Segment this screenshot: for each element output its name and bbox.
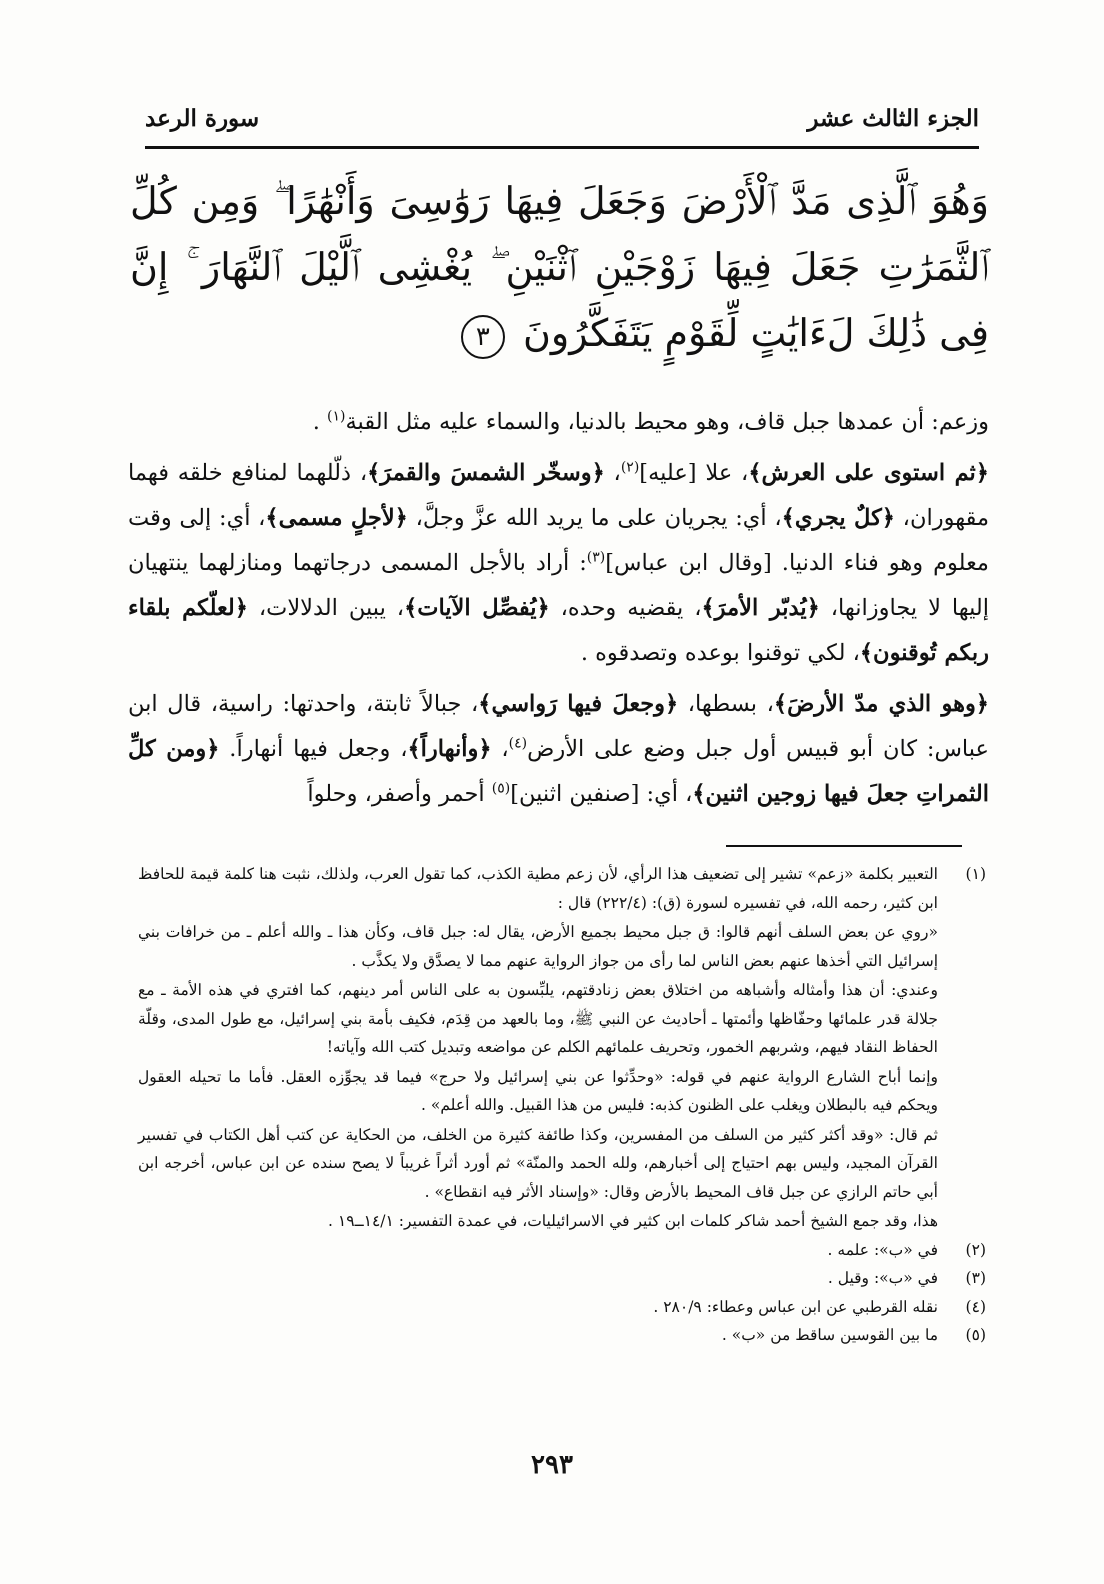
commentary-body xyxy=(128,400,989,817)
quoted-phrase: ﴿لأجلٍ مسمى﴾ xyxy=(265,505,408,531)
footnote-number: (١) xyxy=(965,865,986,883)
footnote-ref-2: (٢) xyxy=(620,459,640,476)
footnote-number: (٢) xyxy=(965,1240,986,1259)
footnote-number: (٥) xyxy=(965,1326,986,1344)
footnote-ref-5: (٥) xyxy=(491,780,511,797)
commentary-paragraph-3: ﴿وهو الذي مدّ الأرضَ﴾، بسطها، ﴿وجعلَ فيها رَواسي﴾، جبالاً ثابتة، واحدتها: راسية، قال ابن عباس: كان أبو قبيس أول جبل وضع على الأرض$^{(٤)}$، ﴿وأنهاراً﴾، وجعل فيها أنهاراً. ﴿ومن كلِّ الثمراتِ جعلَ فيها زوجين اثنين﴾، أي: [صنفين اثنين]$^{(٥)}$ أحمر وأصفر، وحلواً xyxy=(128,691,989,807)
verse-text: وَهُوَ ٱلَّذِى مَدَّ ٱلْأَرْضَ وَجَعَلَ فِيهَا رَوَٰسِىَ وَأَنْهَٰرًا ۖ وَمِن كُلِّ ٱلثَّمَرَٰتِ جَعَلَ فِيهَا زَوْجَيْنِ ٱثْنَيْنِ ۖ يُغْشِى ٱلَّيْلَ ٱلنَّهَارَ ۚ إِنَّ فِى ذَٰلِكَ لَءَايَٰتٍ لِّقَوْمٍ يَتَفَكَّرُونَ xyxy=(130,179,989,355)
quoted-phrase: ﴿يُفصِّل الآيات﴾ xyxy=(404,595,550,621)
footnote-text: التعبير بكلمة «زعم» تشير إلى تضعيف هذا الرأي، لأن زعم مطية الكذب، كما تقول العرب، ولذلك، نثبت هنا كلمة قيمة للحافظ ابن كثير، رحمه الله، في تفسيره لسورة (ق): (٢٢٢/٤) قال : xyxy=(138,865,938,912)
footnote-text: «روي عن بعض السلف أنهم قالوا: ق جبل محيط بجميع الأرض، يقال له: جبل قاف، وكأن هذا ـ والله أعلم ـ من خرافات بني إسرائيل التي أخذها عنهم بعض الناس لما رأى من جواز الرواية عنهم مما لا يصدَّق ولا يكذَّب . xyxy=(138,923,938,970)
footnote-number: (٤) xyxy=(965,1297,986,1316)
header-rule xyxy=(145,146,979,149)
running-header xyxy=(145,96,979,140)
quoted-phrase: ﴿وجعلَ فيها رَواسي﴾ xyxy=(478,691,679,717)
footnotes xyxy=(138,860,986,1350)
quoted-phrase: ﴿وسخّر الشمسَ والقمرَ﴾ xyxy=(367,460,605,486)
quoted-phrase: ﴿ثم استوى على العرش﴾ xyxy=(748,460,989,486)
footnote-number: (٣) xyxy=(965,1269,986,1287)
page-number: ٢٩٣ xyxy=(531,1450,573,1480)
footnote-5 xyxy=(138,1321,986,1350)
footnote-ref-3: (٣) xyxy=(586,549,606,566)
quoted-phrase: ﴿يُدبّر الأمرَ﴾ xyxy=(701,595,820,621)
footnote-3 xyxy=(138,1264,986,1293)
quoted-phrase: ﴿وأنهاراً﴾ xyxy=(407,736,492,762)
commentary-paragraph-1: وزعم: أن عمدها جبل قاف، وهو محيط بالدنيا، والسماء عليه مثل القبة$^{(١)}$ . xyxy=(312,408,989,435)
quoted-phrase: ﴿وهو الذي مدّ الأرضَ﴾ xyxy=(773,691,989,717)
surah-title: سورة الرعد xyxy=(145,104,260,132)
quran-verse xyxy=(130,168,989,366)
quoted-phrase: ﴿ومن كلِّ الثمراتِ جعلَ فيها زوجين اثنين﴾ xyxy=(128,736,989,807)
footnote-2 xyxy=(138,1236,986,1265)
footnote-ref-4: (٤) xyxy=(508,735,528,752)
footnote-1 xyxy=(138,860,986,1236)
footnote-text: هذا، وقد جمع الشيخ أحمد شاكر كلمات ابن كثير في الاسرائيليات، في عمدة التفسير: ١٤/١ــ١٩ . xyxy=(328,1212,938,1230)
footnote-text: في «ب»: علمه . xyxy=(827,1240,938,1259)
footnote-rule xyxy=(726,845,962,847)
footnote-text: وإنما أباح الشارع الرواية عنهم في قوله: «وحدِّثوا عن بني إسرائيل ولا حرج» فيما قد يجوِّزه العقل. فأما ما تحيله العقول ويحكم فيه بالبطلان ويغلب على الظنون كذبه: فليس من هذا القبيل. والله أعلم» . xyxy=(138,1067,938,1114)
footnote-text: نقله القرطبي عن ابن عباس وعطاء: ٢٨٠/٩ . xyxy=(653,1297,938,1316)
commentary-paragraph-2: ﴿ثم استوى على العرش﴾، علا [عليه]$^{(٢)}$، ﴿وسخّر الشمسَ والقمرَ﴾، ذلّلهما لمنافع خلقه فهما مقهوران، ﴿كلٌ يجري﴾، أي: يجريان على ما يريد الله عزَّ وجلَّ، ﴿لأجلٍ مسمى﴾، أي: إلى وقت معلوم وهو فناء الدنيا. [وقال ابن عباس]$^{(٣)}$: أراد بالأجل المسمى درجاتهما ومنازلهما ينتهيان إليها لا يجاوزانها، ﴿يُدبّر الأمرَ﴾، يقضيه وحده، ﴿يُفصِّل الآيات﴾، يبين الدلالات، ﴿لعلّكم بلقاء ربكم تُوقنون﴾، لكي توقنوا بوعده وتصدقوه . xyxy=(128,459,990,666)
part-title: الجزء الثالث عشر xyxy=(807,104,979,132)
footnote-text: وعندي: أن هذا وأمثاله وأشباهه من اختلاق بعض زنادقتهم، يلبِّسون به على الناس أمر دينهم، كما افتري في هذه الأمة ـ مع جلالة قدر علمائها وحفّاظها وأئمتها ـ أحاديث عن النبي ﷺ، وما بالعهد من قِدَم، فكيف بأمة بني إسرائيل، مع طول المدى، وقلّة الحفاظ النقاد فيهم، وشربهم الخمور، وتحريف علمائهم الكلم عن مواضعه وتبديل كتب الله وآياته! xyxy=(138,981,938,1056)
footnote-text: ثم قال: «وقد أكثر كثير من السلف من المفسرين، وكذا طائفة كثيرة من الخلف، من الحكاية عن كتب أهل الكتاب في تفسير القرآن المجيد، وليس بهم احتياج إلى أخبارهم، ولله الحمد والمنّة» ثم أورد أثراً غريباً لا يصح سنده عن ابن عباس، أخرجه ابن أبي حاتم الرازي عن جبل قاف المحيط بالأرض وقال: «وإسناد الأثر فيه انقطاع» . xyxy=(138,1125,938,1201)
footnote-text: في «ب»: وقيل . xyxy=(827,1269,938,1287)
footnote-4 xyxy=(138,1293,986,1322)
footnote-text: ما بين القوسين ساقط من «ب» . xyxy=(721,1326,938,1344)
footnote-ref-1: (١) xyxy=(327,408,346,425)
quoted-phrase: ﴿لعلّكم بلقاء ربكم تُوقنون﴾ xyxy=(128,595,989,666)
quoted-phrase: ﴿كلٌ يجري﴾ xyxy=(781,505,895,531)
verse-number-marker: ٣ xyxy=(461,315,505,359)
